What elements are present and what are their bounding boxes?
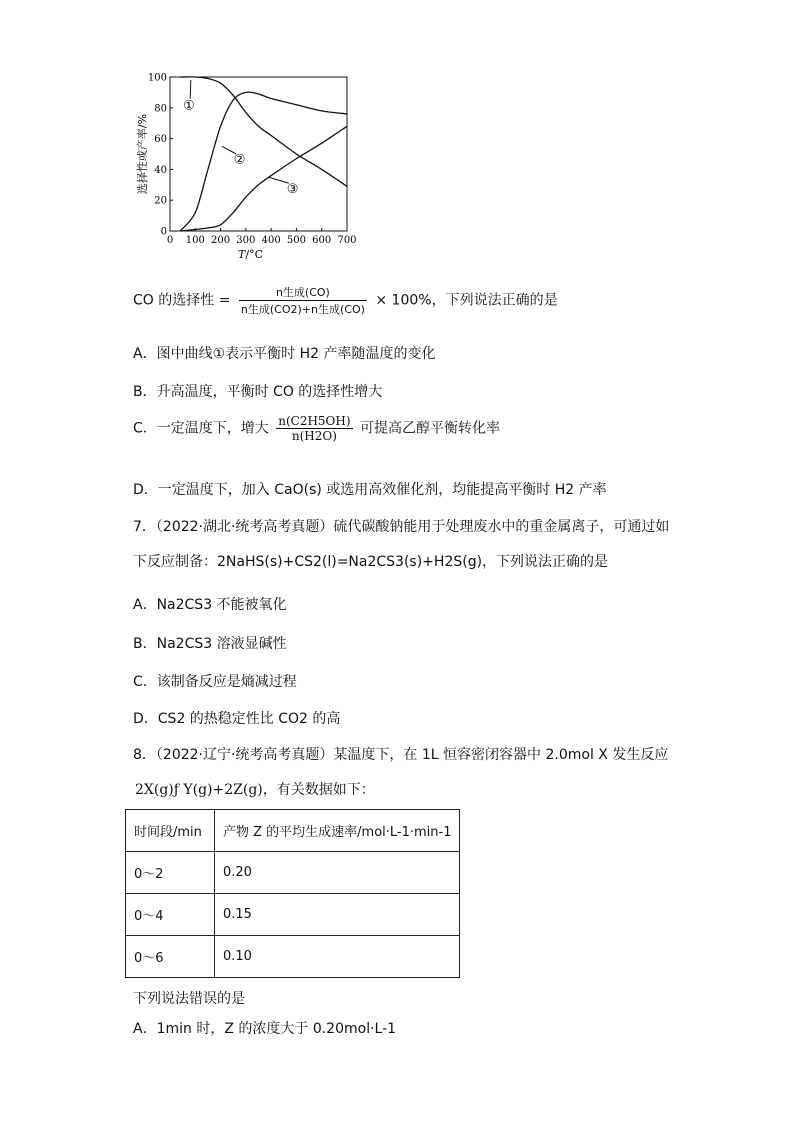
table-header-cell: 时间段/min: [126, 810, 215, 852]
curve-label-leader: [190, 80, 191, 98]
x-tick-label: 600: [312, 235, 332, 246]
q7-option-c: C．该制备反应是熵减过程: [133, 674, 297, 690]
q8-stem-line2: 2X(g)ƒ Y(g)+2Z(g)，有关数据如下：: [135, 782, 375, 798]
q8-option-a: A．1min 时，Z 的浓度大于 0.20mol·L-1: [133, 1021, 397, 1037]
x-tick-label: 400: [261, 235, 281, 246]
formula-numerator: n生成(CO): [239, 284, 367, 301]
x-tick-label: 100: [185, 235, 205, 246]
x-tick-label: 200: [211, 235, 231, 246]
q8-stem-line1: 8．（2022·辽宁·统考高考真题）某温度下，在 1L 恒容密闭容器中 2.0mol X 发生反应: [133, 747, 669, 763]
rate-table: [125, 809, 460, 978]
curve-①: [180, 77, 347, 186]
curve-label: ①: [183, 98, 195, 114]
q6-option-a: A．图中曲线①表示平衡时 H2 产率随温度的变化: [133, 346, 436, 362]
table-cell: 0.15: [215, 894, 460, 936]
q6-option-c-denominator: n(H2O): [291, 429, 337, 443]
table-cell: 0～6: [126, 936, 215, 978]
table-row: [126, 852, 460, 894]
table-header-row: [126, 810, 460, 852]
y-tick-label: 60: [154, 134, 167, 146]
selectivity-yield-chart: [130, 62, 360, 272]
table-header-cell: 产物 Z 的平均生成速率/mol·L-1·min-1: [215, 810, 460, 852]
y-tick-label: 20: [154, 195, 167, 207]
x-tick-label: 500: [286, 235, 306, 246]
x-axis-label: T/°C: [238, 248, 263, 261]
curve-②: [180, 92, 347, 231]
q7-stem-line1: 7．（2022·湖北·统考高考真题）硫代碳酸钠能用于处理废水中的重金属离子，可通过如: [133, 519, 670, 535]
q6-option-c-pre: C．一定温度下，增大: [133, 420, 269, 437]
table-cell: 0.20: [215, 852, 460, 894]
curve-label: ②: [233, 152, 246, 168]
formula-tail: × 100%，下列说法正确的是: [375, 292, 558, 309]
q6-option-c: [133, 414, 500, 443]
y-axis-label: 选择性或产率/%: [136, 113, 149, 195]
table-cell: 0～2: [126, 852, 215, 894]
table-row: [126, 894, 460, 936]
y-tick-label: 0: [160, 226, 167, 238]
selectivity-formula: [133, 284, 558, 317]
q8-after-table: 下列说法错误的是: [133, 991, 245, 1007]
q6-option-b: B．升高温度，平衡时 CO 的选择性增大: [133, 384, 383, 400]
formula-denominator: n生成(CO2)+n生成(CO): [240, 303, 365, 316]
q7-stem-line2: 下反应制备：2NaHS(s)+CS2(l)=Na2CS3(s)+H2S(g)，下列说法正确的是: [133, 554, 609, 570]
table-cell: 0.10: [215, 936, 460, 978]
q6-option-d: D．一定温度下，加入 CaO(s) 或选用高效催化剂，均能提高平衡时 H2 产率: [133, 482, 607, 498]
q6-option-c-post: 可提高乙醇平衡转化率: [360, 420, 500, 437]
x-tick-label: 300: [236, 235, 256, 246]
q7-option-a: A．Na2CS3 不能被氧化: [133, 597, 287, 613]
q7-option-b: B．Na2CS3 溶液显碱性: [133, 636, 287, 652]
y-tick-label: 80: [154, 103, 167, 115]
table-row: [126, 936, 460, 978]
x-tick-label: 0: [166, 235, 174, 246]
formula-fraction: [239, 284, 367, 317]
q6-option-c-numerator: n(C2H5OH): [278, 414, 351, 428]
formula-lead: CO 的选择性 =: [133, 292, 231, 309]
y-tick-label: 40: [154, 164, 167, 176]
curve-label: ③: [286, 181, 299, 197]
y-tick-label: 100: [147, 72, 167, 84]
q7-option-d: D．CS2 的热稳定性比 CO2 的高: [133, 711, 341, 727]
q6-option-c-fraction: [276, 414, 352, 443]
table-cell: 0～4: [126, 894, 215, 936]
curve-label-leader: [269, 177, 289, 183]
x-tick-label: 700: [337, 235, 357, 246]
